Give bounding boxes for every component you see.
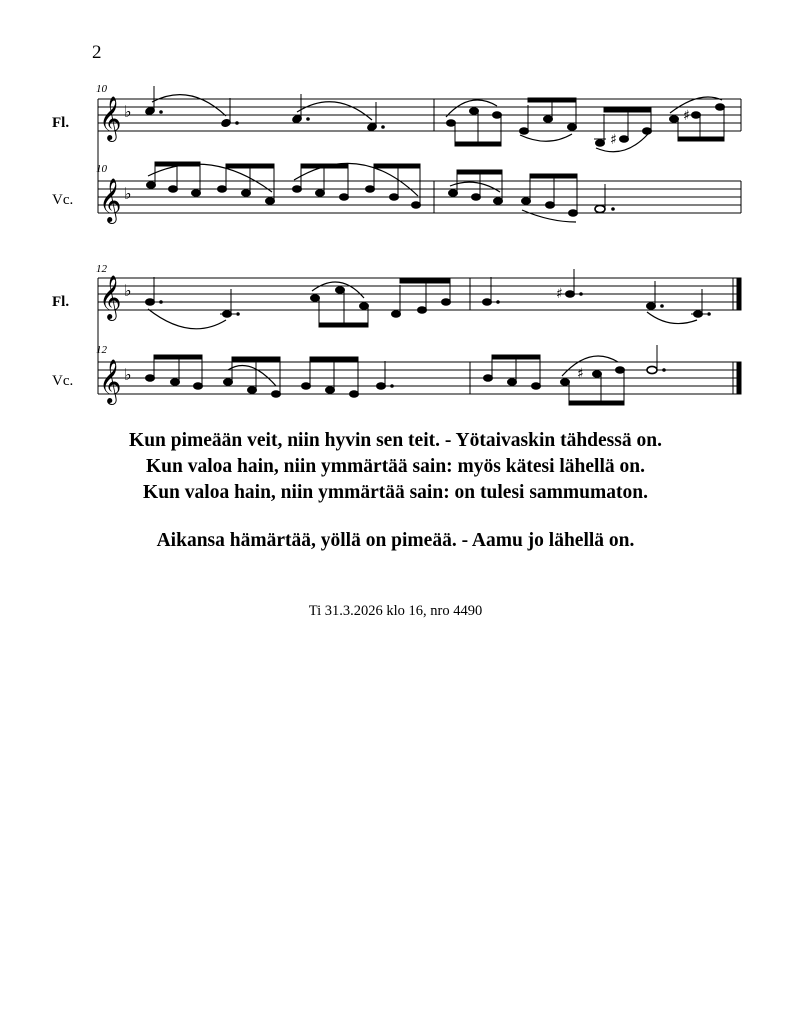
cello-staff — [52, 344, 741, 405]
flute-staff — [52, 86, 741, 152]
cello-label: Vc. — [52, 192, 74, 208]
treble-clef-icon: 𝄞 — [99, 96, 122, 140]
verse-line: Kun pimeään veit, niin hyvin sen teit. - Yötaivaskin tähdessä on. — [129, 430, 662, 451]
refrain-line: Aikansa hämärtää, yöllä on pimeää. - Aamu jo lähellä on. — [156, 530, 635, 551]
flute-label: Fl. — [52, 115, 70, 131]
score — [0, 0, 791, 420]
flat-key-signature-icon: ♭ — [124, 184, 132, 203]
flat-key-signature-icon: ♭ — [124, 365, 132, 384]
page-number: 2 — [92, 42, 102, 63]
footer-note: Ti 31.3.2026 klo 16, nro 4490 — [308, 603, 483, 619]
flute-label: Fl. — [52, 294, 70, 310]
sharp-icon: ♯ — [683, 108, 690, 124]
lyrics — [0, 428, 791, 554]
measure-number: 10 — [96, 163, 107, 175]
sharp-icon: ♯ — [556, 286, 563, 302]
system-2 — [52, 263, 741, 405]
flat-key-signature-icon: ♭ — [124, 102, 132, 121]
verse-line: Kun valoa hain, niin ymmärtää sain: myös kätesi lähellä on. — [146, 456, 645, 477]
treble-clef-icon: 𝄞 — [99, 359, 122, 403]
treble-clef-icon: 𝄞 — [99, 178, 122, 222]
sharp-icon: ♯ — [577, 366, 584, 382]
flat-key-signature-icon: ♭ — [124, 281, 132, 300]
system-1 — [52, 83, 741, 224]
measure-number: 12 — [96, 344, 107, 356]
verse-line: Kun valoa hain, niin ymmärtää sain: on tulesi sammumaton. — [143, 482, 648, 503]
cello-staff — [52, 162, 741, 224]
flute-staff — [52, 269, 741, 329]
treble-clef-icon: 𝄞 — [99, 275, 122, 319]
measure-number: 12 — [96, 263, 107, 275]
measure-number: 10 — [96, 83, 107, 95]
cello-label: Vc. — [52, 373, 74, 389]
sharp-icon: ♯ — [610, 132, 617, 148]
